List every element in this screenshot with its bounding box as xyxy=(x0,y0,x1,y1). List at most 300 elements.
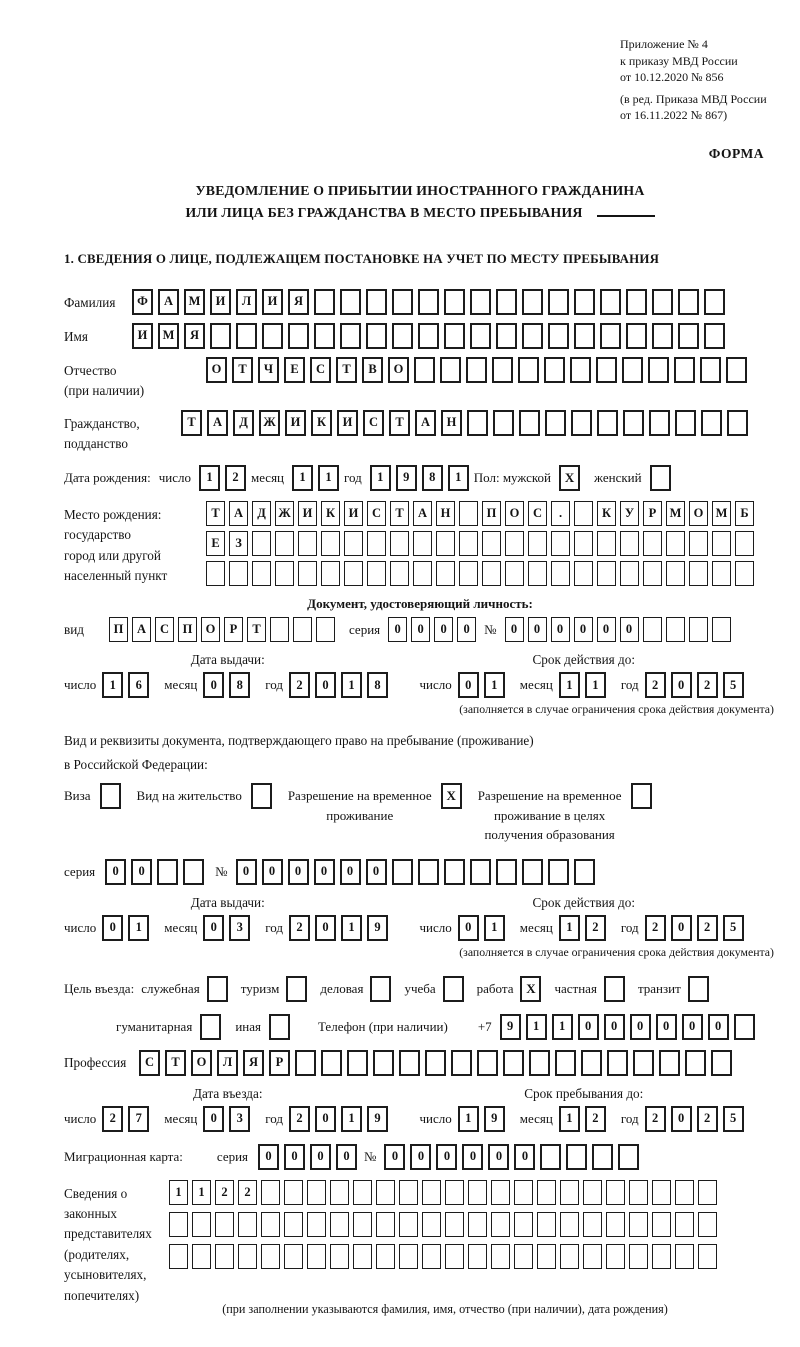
char-cell[interactable] xyxy=(583,1244,602,1269)
char-cell[interactable]: 9 xyxy=(500,1014,521,1040)
char-cell[interactable] xyxy=(685,1050,706,1076)
char-cell[interactable]: П xyxy=(178,617,197,642)
char-cell[interactable] xyxy=(353,1244,372,1269)
char-cell[interactable]: О xyxy=(388,357,409,383)
char-cell[interactable]: 0 xyxy=(384,1144,405,1170)
char-cell[interactable] xyxy=(344,531,363,556)
char-cell[interactable] xyxy=(574,289,595,315)
char-cell[interactable]: 0 xyxy=(315,672,336,698)
char-cell[interactable] xyxy=(262,323,283,349)
char-cell[interactable]: 0 xyxy=(102,915,123,941)
char-cell[interactable] xyxy=(540,1144,561,1170)
purpose-study-checkbox[interactable] xyxy=(443,976,464,1002)
char-cell[interactable]: С xyxy=(310,357,331,383)
char-cell[interactable] xyxy=(284,1212,303,1237)
char-cell[interactable] xyxy=(392,323,413,349)
char-cell[interactable] xyxy=(606,1180,625,1205)
char-cell[interactable]: 7 xyxy=(128,1106,149,1132)
char-cell[interactable] xyxy=(678,289,699,315)
char-cell[interactable] xyxy=(459,531,478,556)
char-cell[interactable] xyxy=(307,1212,326,1237)
char-cell[interactable] xyxy=(444,323,465,349)
char-cell[interactable] xyxy=(298,561,317,586)
char-cell[interactable] xyxy=(626,289,647,315)
char-cell[interactable] xyxy=(626,323,647,349)
char-cell[interactable] xyxy=(622,357,643,383)
char-cell[interactable] xyxy=(169,1244,188,1269)
char-cell[interactable] xyxy=(518,357,539,383)
char-cell[interactable]: Н xyxy=(436,501,455,526)
char-cell[interactable] xyxy=(574,561,593,586)
char-cell[interactable] xyxy=(666,531,685,556)
char-cell[interactable]: 2 xyxy=(645,915,666,941)
char-cell[interactable] xyxy=(652,289,673,315)
char-cell[interactable]: С xyxy=(155,617,174,642)
purpose-tourism-checkbox[interactable] xyxy=(286,976,307,1002)
char-cell[interactable] xyxy=(444,859,465,885)
char-cell[interactable]: 1 xyxy=(292,465,313,491)
char-cell[interactable]: 0 xyxy=(336,1144,357,1170)
char-cell[interactable] xyxy=(418,323,439,349)
char-cell[interactable]: М xyxy=(158,323,179,349)
char-cell[interactable] xyxy=(704,323,725,349)
char-cell[interactable]: 2 xyxy=(238,1180,257,1205)
char-cell[interactable] xyxy=(600,323,621,349)
char-cell[interactable] xyxy=(468,1212,487,1237)
char-cell[interactable]: М xyxy=(712,501,731,526)
char-cell[interactable] xyxy=(514,1244,533,1269)
char-cell[interactable]: 5 xyxy=(723,1106,744,1132)
char-cell[interactable]: 0 xyxy=(462,1144,483,1170)
char-cell[interactable]: 0 xyxy=(528,617,547,642)
char-cell[interactable] xyxy=(735,561,754,586)
char-cell[interactable] xyxy=(659,1050,680,1076)
char-cell[interactable] xyxy=(192,1244,211,1269)
purpose-business-checkbox[interactable] xyxy=(370,976,391,1002)
char-cell[interactable] xyxy=(413,531,432,556)
char-cell[interactable] xyxy=(314,289,335,315)
char-cell[interactable]: 0 xyxy=(315,915,336,941)
char-cell[interactable] xyxy=(459,561,478,586)
char-cell[interactable] xyxy=(496,323,517,349)
char-cell[interactable]: К xyxy=(311,410,332,436)
char-cell[interactable]: 0 xyxy=(505,617,524,642)
char-cell[interactable]: Е xyxy=(284,357,305,383)
char-cell[interactable] xyxy=(418,859,439,885)
char-cell[interactable] xyxy=(689,617,708,642)
char-cell[interactable] xyxy=(390,561,409,586)
purpose-humanitarian-checkbox[interactable] xyxy=(200,1014,221,1040)
char-cell[interactable]: Е xyxy=(206,531,225,556)
char-cell[interactable] xyxy=(505,531,524,556)
char-cell[interactable] xyxy=(492,357,513,383)
char-cell[interactable] xyxy=(330,1180,349,1205)
char-cell[interactable]: А xyxy=(413,501,432,526)
char-cell[interactable] xyxy=(620,561,639,586)
char-cell[interactable] xyxy=(551,561,570,586)
char-cell[interactable] xyxy=(629,1212,648,1237)
char-cell[interactable]: 0 xyxy=(105,859,126,885)
char-cell[interactable]: 0 xyxy=(434,617,453,642)
char-cell[interactable] xyxy=(340,289,361,315)
char-cell[interactable] xyxy=(643,617,662,642)
char-cell[interactable] xyxy=(183,859,204,885)
purpose-other-checkbox[interactable] xyxy=(269,1014,290,1040)
char-cell[interactable]: 0 xyxy=(284,1144,305,1170)
char-cell[interactable] xyxy=(298,531,317,556)
char-cell[interactable] xyxy=(648,357,669,383)
temp-residence-edu-checkbox[interactable] xyxy=(631,783,652,809)
char-cell[interactable] xyxy=(376,1180,395,1205)
char-cell[interactable] xyxy=(666,561,685,586)
char-cell[interactable]: Т xyxy=(181,410,202,436)
char-cell[interactable]: 1 xyxy=(370,465,391,491)
char-cell[interactable]: И xyxy=(298,501,317,526)
char-cell[interactable] xyxy=(344,561,363,586)
sex-male-checkbox[interactable]: X xyxy=(559,465,580,491)
char-cell[interactable] xyxy=(366,289,387,315)
char-cell[interactable] xyxy=(307,1244,326,1269)
char-cell[interactable] xyxy=(652,1212,671,1237)
char-cell[interactable]: 0 xyxy=(578,1014,599,1040)
char-cell[interactable]: Я xyxy=(288,289,309,315)
char-cell[interactable] xyxy=(422,1212,441,1237)
char-cell[interactable] xyxy=(436,531,455,556)
char-cell[interactable] xyxy=(295,1050,316,1076)
char-cell[interactable]: В xyxy=(362,357,383,383)
char-cell[interactable] xyxy=(571,410,592,436)
char-cell[interactable]: 0 xyxy=(314,859,335,885)
char-cell[interactable] xyxy=(652,1244,671,1269)
char-cell[interactable]: 1 xyxy=(102,672,123,698)
char-cell[interactable] xyxy=(392,859,413,885)
char-cell[interactable]: 0 xyxy=(388,617,407,642)
char-cell[interactable]: Я xyxy=(184,323,205,349)
char-cell[interactable] xyxy=(314,323,335,349)
char-cell[interactable] xyxy=(689,531,708,556)
char-cell[interactable] xyxy=(701,410,722,436)
char-cell[interactable]: 6 xyxy=(128,672,149,698)
char-cell[interactable] xyxy=(459,501,478,526)
char-cell[interactable]: 0 xyxy=(366,859,387,885)
char-cell[interactable] xyxy=(633,1050,654,1076)
char-cell[interactable] xyxy=(629,1180,648,1205)
char-cell[interactable] xyxy=(727,410,748,436)
purpose-private-checkbox[interactable] xyxy=(604,976,625,1002)
char-cell[interactable] xyxy=(288,323,309,349)
char-cell[interactable] xyxy=(445,1212,464,1237)
char-cell[interactable]: 1 xyxy=(341,1106,362,1132)
char-cell[interactable]: Ж xyxy=(259,410,280,436)
char-cell[interactable]: 0 xyxy=(514,1144,535,1170)
char-cell[interactable] xyxy=(236,323,257,349)
char-cell[interactable] xyxy=(215,1244,234,1269)
char-cell[interactable] xyxy=(353,1212,372,1237)
char-cell[interactable]: 8 xyxy=(229,672,250,698)
char-cell[interactable]: 0 xyxy=(551,617,570,642)
char-cell[interactable] xyxy=(215,1212,234,1237)
char-cell[interactable] xyxy=(592,1144,613,1170)
char-cell[interactable] xyxy=(712,561,731,586)
char-cell[interactable]: 2 xyxy=(215,1180,234,1205)
char-cell[interactable]: 0 xyxy=(597,617,616,642)
char-cell[interactable]: 2 xyxy=(697,672,718,698)
char-cell[interactable]: Т xyxy=(389,410,410,436)
char-cell[interactable]: 1 xyxy=(526,1014,547,1040)
char-cell[interactable] xyxy=(270,617,289,642)
char-cell[interactable] xyxy=(545,410,566,436)
char-cell[interactable] xyxy=(252,561,271,586)
char-cell[interactable]: 1 xyxy=(559,1106,580,1132)
char-cell[interactable]: З xyxy=(229,531,248,556)
char-cell[interactable]: У xyxy=(620,501,639,526)
purpose-work-checkbox[interactable]: X xyxy=(520,976,541,1002)
char-cell[interactable] xyxy=(698,1180,717,1205)
char-cell[interactable]: 1 xyxy=(484,915,505,941)
char-cell[interactable]: 2 xyxy=(225,465,246,491)
char-cell[interactable]: 0 xyxy=(203,672,224,698)
char-cell[interactable] xyxy=(238,1244,257,1269)
char-cell[interactable]: Д xyxy=(233,410,254,436)
char-cell[interactable]: 0 xyxy=(488,1144,509,1170)
char-cell[interactable]: С xyxy=(367,501,386,526)
char-cell[interactable]: 2 xyxy=(697,915,718,941)
char-cell[interactable]: Б xyxy=(735,501,754,526)
char-cell[interactable] xyxy=(574,501,593,526)
char-cell[interactable] xyxy=(252,531,271,556)
char-cell[interactable] xyxy=(600,289,621,315)
char-cell[interactable] xyxy=(711,1050,732,1076)
char-cell[interactable]: 0 xyxy=(682,1014,703,1040)
char-cell[interactable] xyxy=(735,531,754,556)
char-cell[interactable]: Т xyxy=(247,617,266,642)
char-cell[interactable]: А xyxy=(229,501,248,526)
char-cell[interactable] xyxy=(555,1050,576,1076)
char-cell[interactable]: П xyxy=(482,501,501,526)
char-cell[interactable]: 1 xyxy=(199,465,220,491)
char-cell[interactable] xyxy=(261,1212,280,1237)
char-cell[interactable]: 2 xyxy=(289,915,310,941)
char-cell[interactable] xyxy=(366,323,387,349)
char-cell[interactable] xyxy=(468,1244,487,1269)
char-cell[interactable] xyxy=(698,1212,717,1237)
char-cell[interactable]: 1 xyxy=(192,1180,211,1205)
char-cell[interactable]: 0 xyxy=(131,859,152,885)
char-cell[interactable]: 2 xyxy=(102,1106,123,1132)
char-cell[interactable]: Р xyxy=(224,617,243,642)
char-cell[interactable] xyxy=(566,1144,587,1170)
char-cell[interactable]: О xyxy=(206,357,227,383)
char-cell[interactable] xyxy=(675,1244,694,1269)
char-cell[interactable]: И xyxy=(132,323,153,349)
char-cell[interactable]: И xyxy=(344,501,363,526)
char-cell[interactable]: 0 xyxy=(708,1014,729,1040)
char-cell[interactable]: 1 xyxy=(169,1180,188,1205)
char-cell[interactable]: 0 xyxy=(411,617,430,642)
residence-permit-checkbox[interactable] xyxy=(251,783,272,809)
char-cell[interactable]: 2 xyxy=(645,1106,666,1132)
char-cell[interactable] xyxy=(560,1180,579,1205)
char-cell[interactable]: С xyxy=(363,410,384,436)
char-cell[interactable]: 1 xyxy=(128,915,149,941)
char-cell[interactable] xyxy=(643,531,662,556)
temp-residence-checkbox[interactable]: X xyxy=(441,783,462,809)
char-cell[interactable] xyxy=(482,561,501,586)
char-cell[interactable]: Ж xyxy=(275,501,294,526)
char-cell[interactable] xyxy=(606,1212,625,1237)
char-cell[interactable]: 2 xyxy=(697,1106,718,1132)
char-cell[interactable] xyxy=(652,323,673,349)
char-cell[interactable] xyxy=(522,859,543,885)
char-cell[interactable]: 3 xyxy=(229,915,250,941)
char-cell[interactable] xyxy=(422,1180,441,1205)
char-cell[interactable]: А xyxy=(207,410,228,436)
char-cell[interactable] xyxy=(606,1244,625,1269)
char-cell[interactable] xyxy=(607,1050,628,1076)
char-cell[interactable]: 0 xyxy=(604,1014,625,1040)
char-cell[interactable] xyxy=(425,1050,446,1076)
char-cell[interactable] xyxy=(293,617,312,642)
char-cell[interactable] xyxy=(373,1050,394,1076)
char-cell[interactable] xyxy=(493,410,514,436)
char-cell[interactable]: Т xyxy=(206,501,225,526)
char-cell[interactable]: О xyxy=(505,501,524,526)
char-cell[interactable]: 1 xyxy=(552,1014,573,1040)
char-cell[interactable]: И xyxy=(285,410,306,436)
char-cell[interactable] xyxy=(537,1244,556,1269)
char-cell[interactable]: 3 xyxy=(229,1106,250,1132)
char-cell[interactable] xyxy=(537,1212,556,1237)
char-cell[interactable] xyxy=(528,561,547,586)
char-cell[interactable] xyxy=(514,1180,533,1205)
char-cell[interactable] xyxy=(597,531,616,556)
char-cell[interactable] xyxy=(689,561,708,586)
char-cell[interactable] xyxy=(261,1180,280,1205)
char-cell[interactable] xyxy=(367,531,386,556)
char-cell[interactable] xyxy=(734,1014,755,1040)
char-cell[interactable] xyxy=(413,561,432,586)
char-cell[interactable] xyxy=(700,357,721,383)
char-cell[interactable] xyxy=(321,531,340,556)
char-cell[interactable]: 2 xyxy=(585,1106,606,1132)
char-cell[interactable] xyxy=(570,357,591,383)
char-cell[interactable] xyxy=(470,323,491,349)
char-cell[interactable] xyxy=(316,617,335,642)
char-cell[interactable] xyxy=(674,357,695,383)
char-cell[interactable] xyxy=(169,1212,188,1237)
char-cell[interactable] xyxy=(353,1180,372,1205)
char-cell[interactable] xyxy=(340,323,361,349)
char-cell[interactable] xyxy=(574,859,595,885)
char-cell[interactable] xyxy=(422,1244,441,1269)
char-cell[interactable] xyxy=(597,410,618,436)
char-cell[interactable]: 1 xyxy=(448,465,469,491)
char-cell[interactable] xyxy=(551,531,570,556)
char-cell[interactable]: О xyxy=(689,501,708,526)
char-cell[interactable]: Л xyxy=(236,289,257,315)
char-cell[interactable]: 1 xyxy=(559,672,580,698)
char-cell[interactable]: 1 xyxy=(341,915,362,941)
char-cell[interactable]: . xyxy=(551,501,570,526)
char-cell[interactable] xyxy=(436,561,455,586)
char-cell[interactable] xyxy=(418,289,439,315)
char-cell[interactable]: 0 xyxy=(203,1106,224,1132)
char-cell[interactable] xyxy=(698,1244,717,1269)
char-cell[interactable] xyxy=(445,1180,464,1205)
char-cell[interactable] xyxy=(192,1212,211,1237)
char-cell[interactable] xyxy=(321,1050,342,1076)
char-cell[interactable]: О xyxy=(201,617,220,642)
char-cell[interactable] xyxy=(726,357,747,383)
char-cell[interactable] xyxy=(392,289,413,315)
char-cell[interactable] xyxy=(347,1050,368,1076)
purpose-transit-checkbox[interactable] xyxy=(688,976,709,1002)
char-cell[interactable]: 5 xyxy=(723,672,744,698)
char-cell[interactable] xyxy=(206,561,225,586)
char-cell[interactable] xyxy=(210,323,231,349)
char-cell[interactable]: 0 xyxy=(262,859,283,885)
char-cell[interactable] xyxy=(470,289,491,315)
char-cell[interactable] xyxy=(496,859,517,885)
char-cell[interactable] xyxy=(414,357,435,383)
char-cell[interactable]: 0 xyxy=(457,617,476,642)
char-cell[interactable]: 0 xyxy=(620,617,639,642)
char-cell[interactable]: К xyxy=(597,501,616,526)
char-cell[interactable]: 0 xyxy=(236,859,257,885)
char-cell[interactable]: 2 xyxy=(289,1106,310,1132)
char-cell[interactable]: О xyxy=(191,1050,212,1076)
visa-checkbox[interactable] xyxy=(100,783,121,809)
char-cell[interactable] xyxy=(675,1180,694,1205)
char-cell[interactable] xyxy=(503,1050,524,1076)
char-cell[interactable]: 9 xyxy=(484,1106,505,1132)
char-cell[interactable] xyxy=(275,561,294,586)
char-cell[interactable] xyxy=(537,1180,556,1205)
char-cell[interactable] xyxy=(367,561,386,586)
char-cell[interactable]: 0 xyxy=(410,1144,431,1170)
char-cell[interactable] xyxy=(399,1050,420,1076)
char-cell[interactable] xyxy=(284,1244,303,1269)
char-cell[interactable]: 0 xyxy=(630,1014,651,1040)
char-cell[interactable] xyxy=(399,1244,418,1269)
char-cell[interactable] xyxy=(307,1180,326,1205)
char-cell[interactable] xyxy=(376,1212,395,1237)
char-cell[interactable] xyxy=(583,1212,602,1237)
char-cell[interactable]: 0 xyxy=(258,1144,279,1170)
char-cell[interactable]: Т xyxy=(390,501,409,526)
char-cell[interactable] xyxy=(544,357,565,383)
char-cell[interactable]: К xyxy=(321,501,340,526)
char-cell[interactable] xyxy=(491,1212,510,1237)
char-cell[interactable]: 8 xyxy=(422,465,443,491)
char-cell[interactable] xyxy=(574,531,593,556)
char-cell[interactable] xyxy=(321,561,340,586)
char-cell[interactable]: 0 xyxy=(671,1106,692,1132)
char-cell[interactable] xyxy=(238,1212,257,1237)
char-cell[interactable] xyxy=(643,561,662,586)
char-cell[interactable]: Л xyxy=(217,1050,238,1076)
char-cell[interactable] xyxy=(712,617,731,642)
char-cell[interactable] xyxy=(548,859,569,885)
char-cell[interactable] xyxy=(649,410,670,436)
char-cell[interactable]: 2 xyxy=(289,672,310,698)
char-cell[interactable]: 9 xyxy=(367,1106,388,1132)
char-cell[interactable]: 1 xyxy=(318,465,339,491)
char-cell[interactable] xyxy=(574,323,595,349)
char-cell[interactable] xyxy=(330,1212,349,1237)
char-cell[interactable]: Т xyxy=(336,357,357,383)
char-cell[interactable] xyxy=(477,1050,498,1076)
